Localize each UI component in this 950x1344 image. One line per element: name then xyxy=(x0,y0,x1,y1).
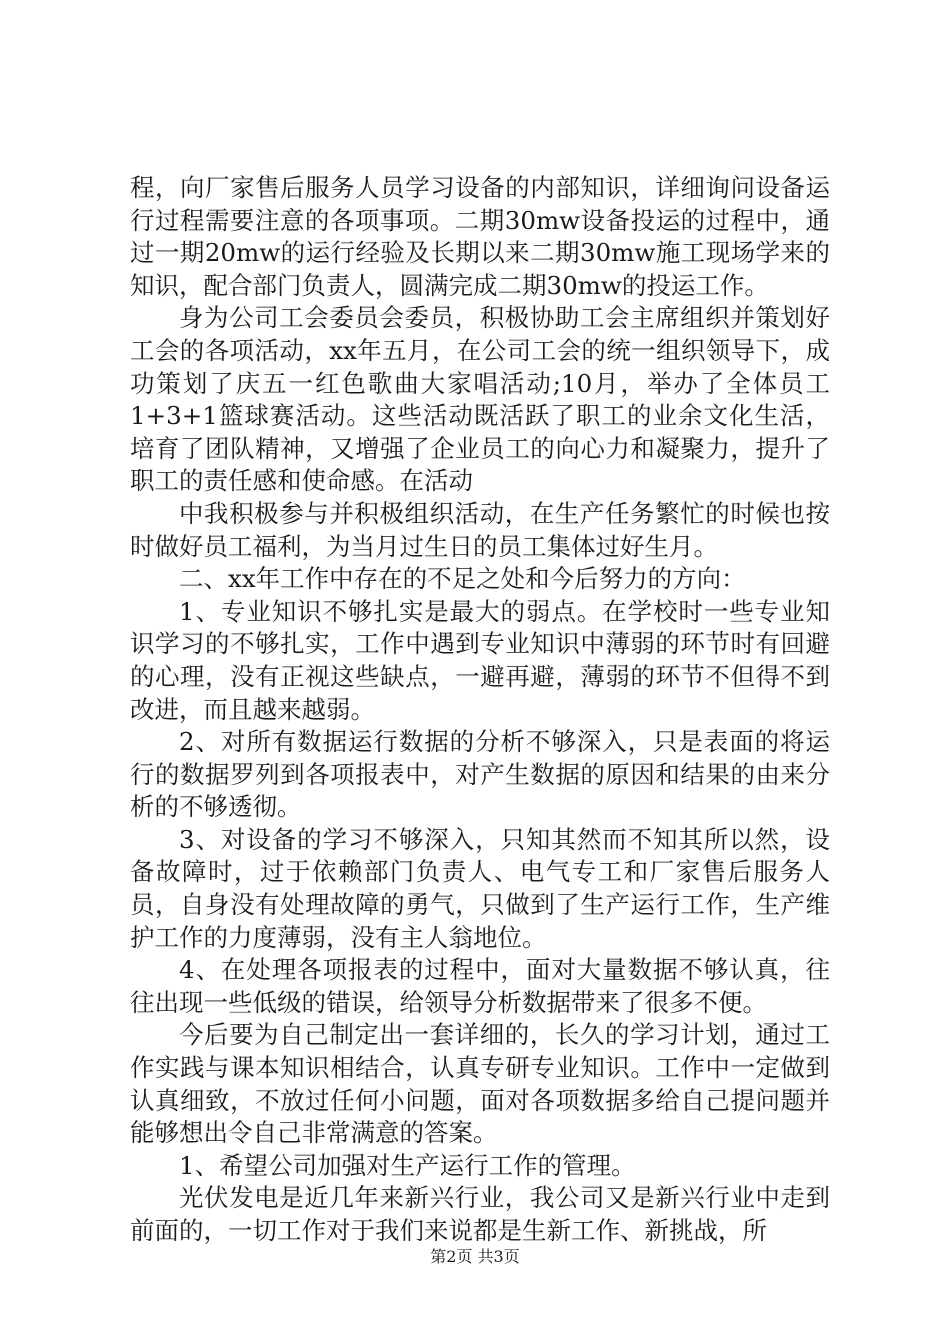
paragraph-item-1: 1、专业知识不够扎实是最大的弱点。在学校时一些专业知识学习的不够扎实，工作中遇到专业知识中薄弱的环节时有回避的心理，没有正视这些缺点，一避再避，薄弱的环节不但得不到改进，而且越来越弱。 xyxy=(130,596,830,724)
paragraph-item-3: 3、对设备的学习不够深入，只知其然而不知其所以然，设备故障时，过于依赖部门负责人、电气专工和厂家售后服务人员，自身没有处理故障的勇气，只做到了生产运行工作，生产维护工作的力度薄弱，没有主人翁地位。 xyxy=(130,824,830,952)
section-heading: 二、xx年工作中存在的不足之处和今后努力的方向： xyxy=(179,564,746,594)
paragraph-suggestion-1: 1、希望公司加强对生产运行工作的管理。 xyxy=(179,1150,636,1180)
paragraph-last: 光伏发电是近几年来新兴行业，我公司又是新兴行业中走到前面的，一切工作对于我们来说都是生新工作、新挑战，所 xyxy=(130,1183,830,1245)
page-footer: 第2页 共3页 xyxy=(430,1247,520,1266)
document-body xyxy=(130,172,830,1248)
paragraph-3: 中我积极参与并积极组织活动，在生产任务繁忙的时候也按时做好员工福利，为当月过生日的员工集体过好生月。 xyxy=(130,498,830,561)
paragraph-2: 身为公司工会委员会委员，积极协助工会主席组织并策划好工会的各项活动，xx年五月，在公司工会的统一组织领导下，成功策划了庆五一红色歌曲大家唱活动;10月，举办了全体员工1+3+1篮球赛活动。这些活动既活跃了职工的业余文化生活，培育了团队精神，又增强了企业员工的向心力和凝聚力，提升了职工的责任感和使命感。在活动 xyxy=(130,303,830,496)
paragraph-plan: 今后要为自己制定出一套详细的，长久的学习计划，通过工作实践与课本知识相结合，认真专研专业知识。工作中一定做到认真细致，不放过任何小问题，面对各项数据多给自己提问题并能够想出令自己非常满意的答案。 xyxy=(130,1020,830,1148)
paragraph-item-2: 2、对所有数据运行数据的分析不够深入，只是表面的将运行的数据罗列到各项报表中，对产生数据的原因和结果的由来分析的不够透彻。 xyxy=(130,727,830,822)
paragraph-item-4: 4、在处理各项报表的过程中，面对大量数据不够认真，往往出现一些低级的错误，给领导分析数据带来了很多不便。 xyxy=(130,955,830,1017)
paragraph-1: 程，向厂家售后服务人员学习设备的内部知识，详细询问设备运行过程需要注意的各项事项。二期30mw设备投运的过程中，通过一期20mw的运行经验及长期以来二期30mw施工现场学来的知识，配合部门负责人，圆满完成二期30mw的投运工作。 xyxy=(130,173,830,300)
